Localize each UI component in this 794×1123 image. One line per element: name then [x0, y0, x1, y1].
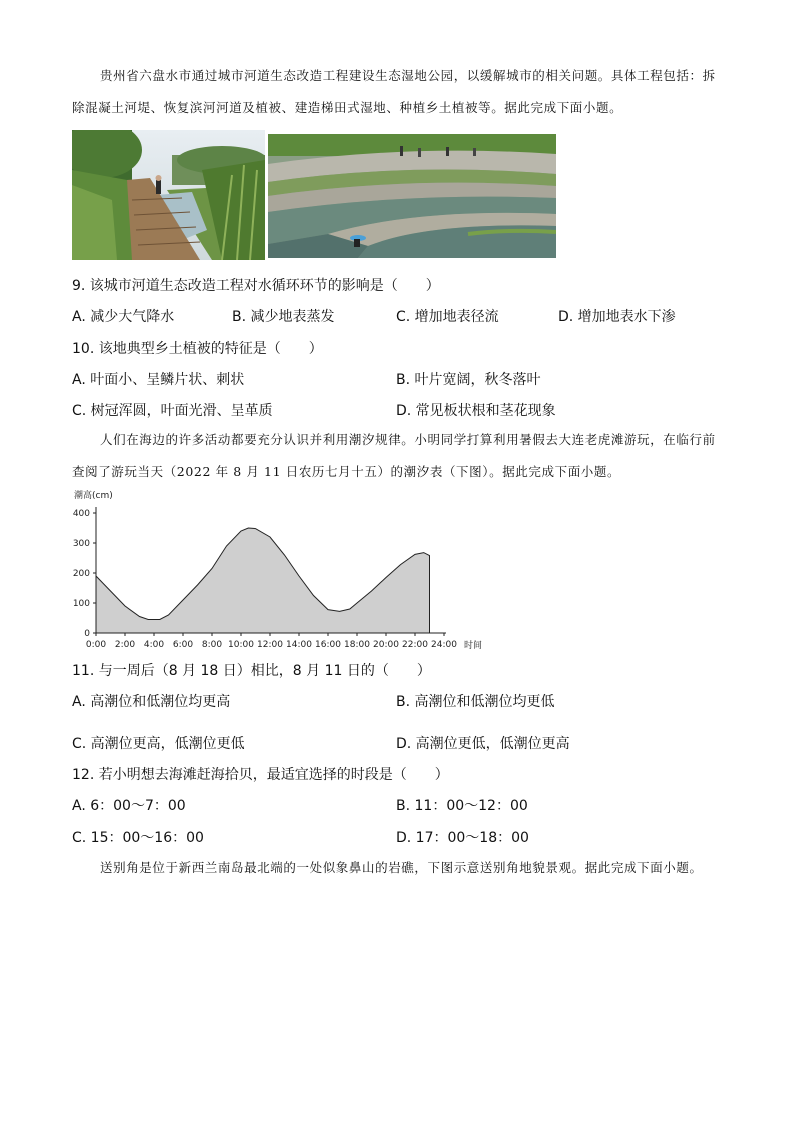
tide-area [96, 528, 430, 633]
question-12-stem: 12. 若小明想去海滩赶海拾贝，最适宜选择的时段是（ ） [72, 767, 449, 783]
y-tick-label: 0 [84, 629, 90, 639]
x-tick-label: 18:00 [344, 640, 370, 650]
x-tick-label: 22:00 [402, 640, 428, 650]
x-tick-label: 16:00 [315, 640, 341, 650]
q11-option-c[interactable]: C. 高潮位更高，低潮位更低 [72, 736, 245, 752]
q12-option-d[interactable]: D. 17：00～18：00 [396, 830, 529, 846]
x-tick-label: 2:00 [114, 640, 136, 650]
q12-option-a[interactable]: A. 6：00～7：00 [72, 798, 186, 814]
q9-option-a[interactable]: A. 减少大气降水 [72, 309, 175, 325]
q10-option-c[interactable]: C. 树冠浑圆，叶面光滑、呈革质 [72, 403, 273, 419]
intro-paragraph-1: 贵州省六盘水市通过城市河道生态改造工程建设生态湿地公园，以缓解城市的相关问题。具体工程包括：拆除混凝土河堤、恢复滨河河道及植被、建造梯田式湿地、种植乡土植被等。据此完成下面小题。 [72, 68, 716, 115]
y-tick-label: 200 [72, 569, 90, 579]
y-tick-label: 100 [72, 599, 90, 609]
intro-paragraph-3: 送别角是位于新西兰南岛最北端的一处似象鼻山的岩礁，下图示意送别角地貌景观。据此完成下面小题。 [100, 860, 703, 875]
x-tick-label: 20:00 [373, 640, 399, 650]
q12-option-b[interactable]: B. 11：00～12：00 [396, 798, 528, 814]
question-10-stem: 10. 该地典型乡土植被的特征是（ ） [72, 341, 323, 357]
question-11-stem: 11. 与一周后（8 月 18 日）相比，8 月 11 日的（ ） [72, 663, 431, 679]
q10-option-b[interactable]: B. 叶片宽阔，秋冬落叶 [396, 372, 541, 388]
x-tick-label: 4:00 [143, 640, 165, 650]
q11-option-d[interactable]: D. 高潮位更低，低潮位更高 [396, 736, 570, 752]
q10-option-d[interactable]: D. 常见板状根和茎花现象 [396, 403, 556, 419]
q9-option-b[interactable]: B. 减少地表蒸发 [232, 309, 335, 325]
x-tick-label: 12:00 [257, 640, 283, 650]
intro-paragraph-2: 人们在海边的许多活动都要充分认识并利用潮汐规律。小明同学打算利用暑假去大连老虎滩游玩，在临行前查阅了游玩当天（2022 年 8 月 11 日农历七月十五）的潮汐表（下图）。据此完成下面小题。 [72, 432, 716, 479]
question-9-stem: 9. 该城市河道生态改造工程对水循环环节的影响是（ ） [72, 278, 440, 294]
wetland-path-photo [72, 130, 265, 260]
x-tick-label: 8:00 [201, 640, 223, 650]
tide-chart [60, 486, 500, 658]
q11-option-b[interactable]: B. 高潮位和低潮位均更低 [396, 694, 555, 710]
q9-option-d[interactable]: D. 增加地表水下渗 [558, 309, 676, 325]
x-tick-label: 14:00 [286, 640, 312, 650]
q11-option-a[interactable]: A. 高潮位和低潮位均更高 [72, 694, 231, 710]
x-tick-label: 0:00 [85, 640, 107, 650]
y-tick-label: 400 [72, 509, 90, 519]
x-tick-label: 24:00 [431, 640, 457, 650]
y-tick-label: 300 [72, 539, 90, 549]
x-axis-label: 时间 [464, 641, 483, 651]
x-tick-label: 6:00 [172, 640, 194, 650]
x-tick-label: 10:00 [228, 640, 254, 650]
q10-option-a[interactable]: A. 叶面小、呈鳞片状、刺状 [72, 372, 245, 388]
y-axis-label: 潮高(cm) [74, 491, 113, 501]
q12-option-c[interactable]: C. 15：00～16：00 [72, 830, 204, 846]
q9-option-c[interactable]: C. 增加地表径流 [396, 309, 499, 325]
terraced-wetland-photo [268, 134, 556, 258]
